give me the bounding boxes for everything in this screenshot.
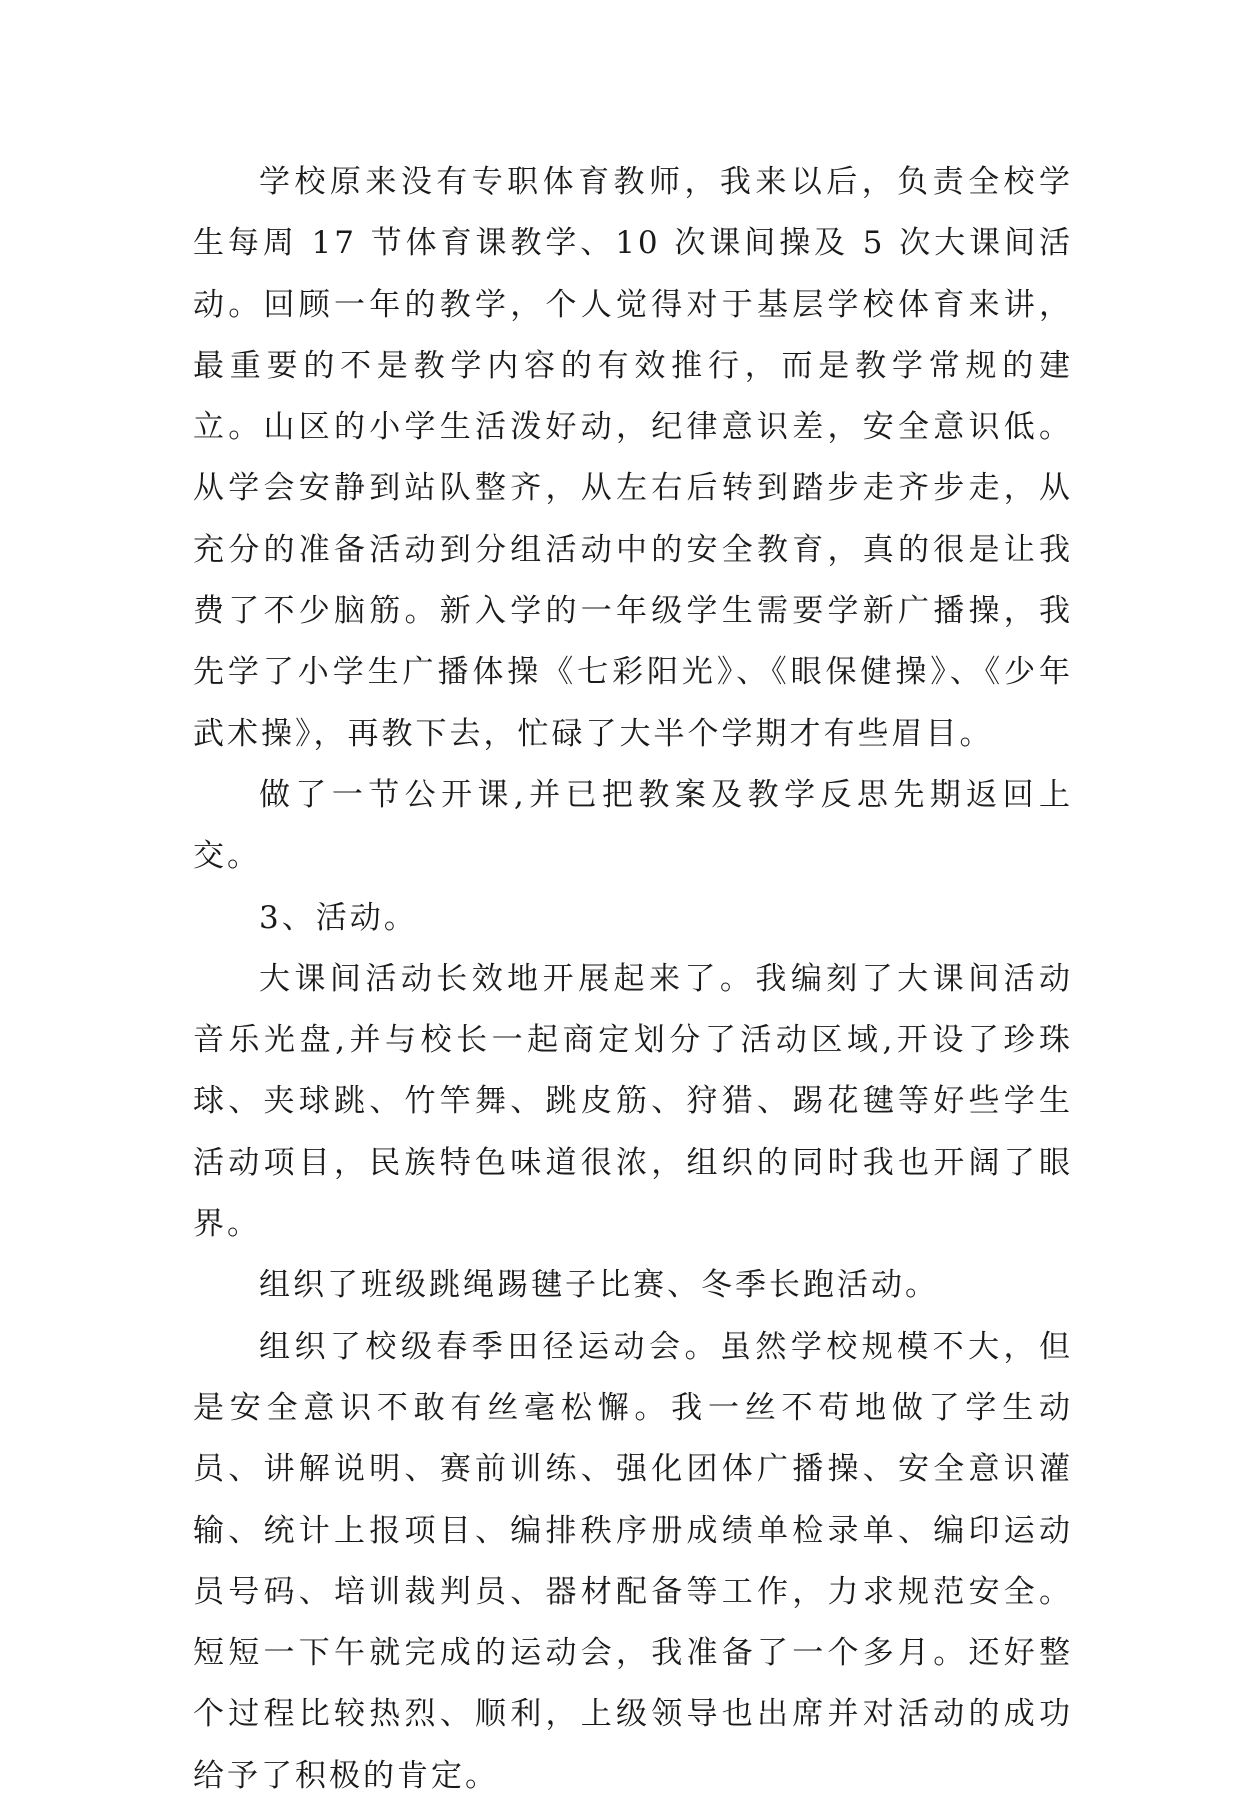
paragraph-open-class: 做了一节公开课,并已把教案及教学反思先期返回上交。	[193, 776, 1073, 875]
section-heading-activities: 3、活动。	[259, 899, 418, 936]
paragraph-pe-teaching: 学校原来没有专职体育教师，我来以后，负责全校学生每周 17 节体育课教学、10 次课间操及 5 次大课间活动。回顾一年的教学，个人觉得对于基层学校体育来讲，最重要的不是教学内容的有效推行，而是教学常规的建立。山区的小学生活泼好动，纪律意识差，安全意识低。从学会安静到站队整齐，从左右后转到踏步走齐步走，从充分的准备活动到分组活动中的安全教育，真的很是让我费了不少脑筋。新入学的一年级学生需要学新广播操，我先学了小学生广播体操《七彩阳光》、《眼保健操》、《少年武术操》，再教下去，忙碌了大半个学期才有些眉目。	[193, 164, 1073, 752]
paragraph-sports-meet: 组织了校级春季田径运动会。虽然学校规模不大，但是安全意识不敢有丝毫松懈。我一丝不苟地做了学生动员、讲解说明、赛前训练、强化团体广播操、安全意识灌输、统计上报项目、编排秩序册成绩单检录单、编印运动员号码、培训裁判员、器材配备等工作，力求规范安全。短短一下午就完成的运动会，我准备了一个多月。还好整个过程比较热烈、顺利，上级领导也出席并对活动的成功给予了积极的肯定。	[193, 1328, 1073, 1794]
document-body	[193, 152, 1073, 1807]
paragraph-competitions: 组织了班级跳绳踢毽子比赛、冬季长跑活动。	[259, 1267, 939, 1304]
paragraph-break-activities: 大课间活动长效地开展起来了。我编刻了大课间活动音乐光盘,并与校长一起商定划分了活动区域,开设了珍珠球、夹球跳、竹竿舞、跳皮筋、狩猎、踢花毽等好些学生活动项目，民族特色味道很浓，组织的同时我也开阔了眼界。	[193, 960, 1073, 1243]
